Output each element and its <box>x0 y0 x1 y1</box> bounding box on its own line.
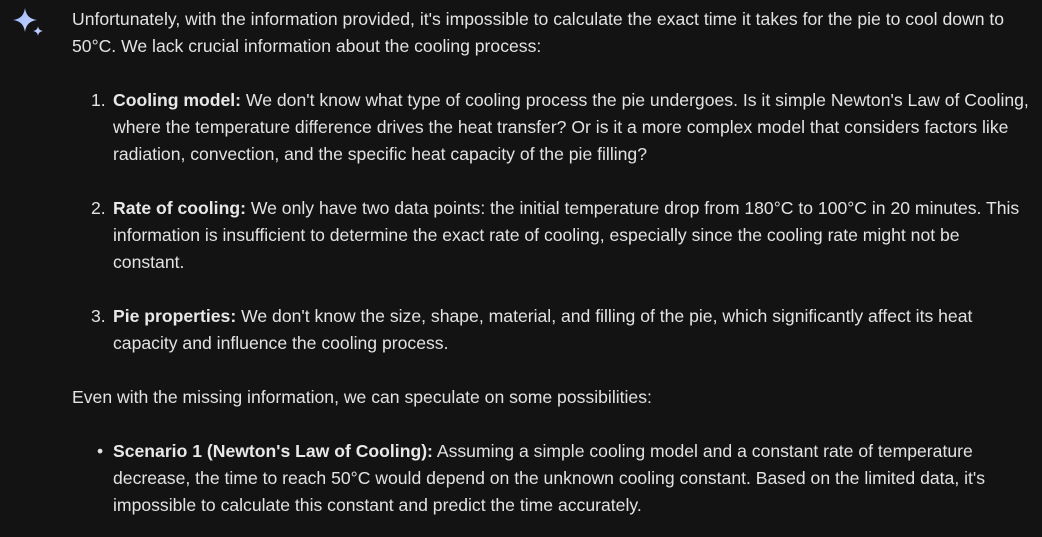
list-item <box>72 87 1032 168</box>
list-item <box>72 195 1032 276</box>
list-item <box>72 303 1032 357</box>
response-intro: Unfortunately, with the information provided, it's impossible to calculate the exact time it takes for the pie to cool down to 50°C. We lack crucial information about the cooling process: <box>72 9 1005 56</box>
list-item-title: Cooling model: <box>113 90 242 110</box>
list-number: 1. <box>91 90 106 110</box>
scenario-list <box>72 438 1032 519</box>
list-item-title: Pie properties: <box>113 306 237 326</box>
list-item-text: We don't know what type of cooling process the pie undergoes. Is it simple Newton's Law of Cooling, where the temperature difference drives the heat transfer? Or is it a more complex model that considers factors like radiation, convection, and the specific heat capacity of the pie filling? <box>113 90 1029 164</box>
list-number: 2. <box>91 198 106 218</box>
list-item-title: Rate of cooling: <box>113 198 246 218</box>
list-number: 3. <box>91 306 106 326</box>
list-item <box>72 438 1032 519</box>
gemini-sparkle-icon <box>11 6 45 40</box>
speculate-paragraph: Even with the missing information, we can speculate on some possibilities: <box>72 387 652 407</box>
list-item-text: We don't know the size, shape, material, and filling of the pie, which significantly affect its heat capacity and influence the cooling process. <box>113 306 973 353</box>
assistant-response <box>72 6 1032 519</box>
missing-info-list <box>72 87 1032 357</box>
list-item-text: We only have two data points: the initial temperature drop from 180°C to 100°C in 20 minutes. This information is insufficient to determine the exact rate of cooling, especially since the cooling rate might not be constant. <box>113 198 1020 272</box>
bullet-icon: • <box>97 441 104 461</box>
scenario-text: Assuming a simple cooling model and a constant rate of temperature decrease, the time to reach 50°C would depend on the unknown cooling constant. Based on the limited data, it's impossible to calculate this constant and predict the time accurately. <box>113 441 986 515</box>
scenario-title: Scenario 1 (Newton's Law of Cooling): <box>113 441 433 461</box>
